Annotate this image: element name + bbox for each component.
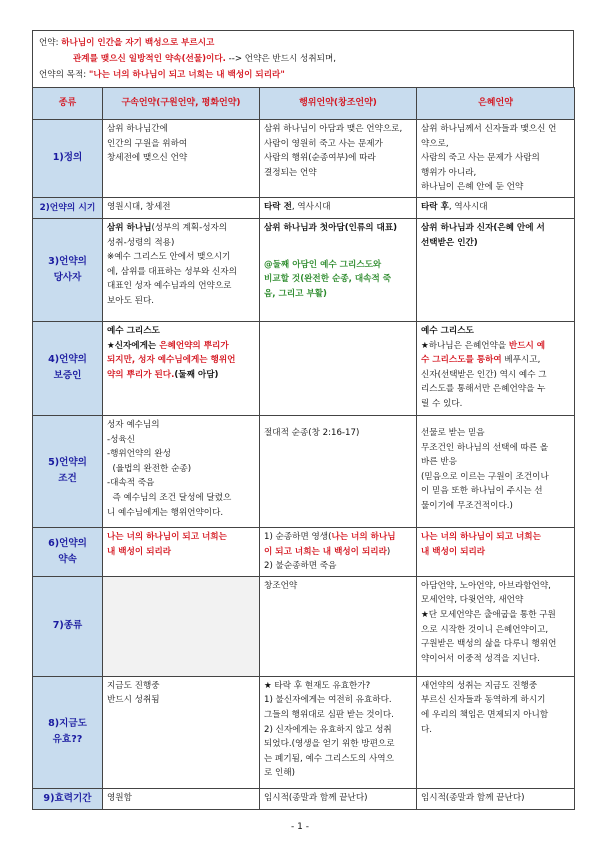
spacer bbox=[421, 418, 570, 426]
text-span: 베푸시고, bbox=[501, 355, 541, 366]
text-bold: 타락 후 bbox=[421, 201, 449, 212]
label-line: 5)언약의 bbox=[48, 457, 87, 469]
text-line: 니 예수님에게는 행위언약이다. bbox=[107, 507, 224, 518]
cell-r5-c3 bbox=[417, 415, 575, 527]
table-row bbox=[33, 218, 575, 321]
cell-r6-c1 bbox=[103, 527, 260, 576]
text-line: 내 백성이 되리라 bbox=[421, 546, 486, 557]
text-line: 나는 너의 하나님이 되고 너희는 bbox=[107, 531, 227, 542]
cell-r1-c1 bbox=[103, 120, 260, 198]
text-line bbox=[107, 221, 255, 236]
text-line: 되었다.(영생을 얻기 위한 방편으로 bbox=[264, 739, 395, 750]
text-line: ★단 모세언약은 출애굽을 통한 구원 bbox=[421, 609, 556, 620]
text-line: ★ 타락 후 현재도 유효한가? bbox=[264, 680, 371, 691]
text-bold: 삼위 하나님 bbox=[107, 222, 152, 233]
text-red: 나는 너의 하나님 bbox=[331, 531, 396, 542]
text-line: 구원받은 백성의 삶을 다루니 행위언 bbox=[421, 639, 557, 650]
cell-r7-c3 bbox=[417, 576, 575, 676]
table-row bbox=[33, 197, 575, 218]
text-span: (성부의 계획-성자의 bbox=[151, 222, 228, 233]
text-line: 는 폐기됨, 예수 그리스도의 사역으 bbox=[264, 753, 394, 764]
text-line: 성취-성령의 적용) bbox=[107, 237, 175, 248]
text-line: 로 인해) bbox=[264, 768, 295, 779]
cell-r9-c1: 영원함 bbox=[103, 788, 260, 809]
text-line: 성자 예수님의 bbox=[107, 419, 160, 430]
cell-r3-c3 bbox=[417, 218, 575, 321]
text-span: , 역사시대 bbox=[291, 201, 331, 212]
text-line: 창세전에 맺으신 언약 bbox=[107, 153, 188, 164]
text-line: 약으로, bbox=[421, 138, 449, 149]
table-row bbox=[33, 788, 575, 809]
text-span: ★하나님은 은혜언약을 bbox=[421, 340, 509, 351]
intro-box bbox=[32, 30, 574, 87]
text-line: 보아도 된다. bbox=[107, 295, 154, 306]
text-line: -대속적 죽음 bbox=[107, 478, 155, 489]
text-red: 은혜언약의 뿌리가 bbox=[159, 340, 229, 351]
text-line: 2) 불순종하면 죽음 bbox=[264, 561, 337, 572]
label-line: 약속 bbox=[58, 553, 77, 565]
text-line: 모세언약, 다윗언약, 새언약 bbox=[421, 595, 524, 606]
text-line: 다. bbox=[421, 724, 433, 735]
cell-r1-c3 bbox=[417, 120, 575, 198]
text-line: 선물로 받는 믿음 bbox=[421, 427, 485, 438]
cell-r8-c2 bbox=[260, 676, 417, 788]
text-red: 반드시 예 bbox=[508, 340, 546, 351]
text-line: 음, 그리고 부활) bbox=[264, 288, 327, 299]
text-line: 부르신 신자들과 동역하게 하시기 bbox=[421, 695, 546, 706]
table-row bbox=[33, 415, 575, 527]
text-line: 나는 너의 하나님이 되고 너희는 bbox=[421, 531, 541, 542]
table-row bbox=[33, 527, 575, 576]
header-type: 종류 bbox=[33, 88, 103, 120]
table-row bbox=[33, 120, 575, 198]
text-line: 삼위 하나님간에 bbox=[107, 124, 168, 134]
text-line: 즉 예수님의 조건 달성에 달렸으 bbox=[107, 492, 232, 503]
cell-r4-c3 bbox=[417, 321, 575, 415]
text-bold: ★신자에게는 bbox=[107, 340, 160, 351]
label-line: 당사자 bbox=[53, 271, 82, 283]
text-line: 비교할 것(완전한 순종, 대속적 죽 bbox=[264, 274, 392, 285]
row-label-promise bbox=[33, 527, 103, 576]
text-line: 2) 신자에게는 유효하지 않고 성취 bbox=[264, 724, 392, 735]
cell-r2-c2 bbox=[260, 197, 417, 218]
cell-r6-c2 bbox=[260, 527, 417, 576]
text-bold: (둘째 아담) bbox=[174, 369, 219, 380]
text-line: 내 백성이 되리라 bbox=[107, 546, 172, 557]
label-line: 유효?? bbox=[52, 734, 83, 746]
text-line: (율법의 완전한 순종) bbox=[107, 463, 192, 474]
text-line: 선택받은 인간) bbox=[421, 237, 478, 248]
text-line: 약이어서 이중적 성격을 지닌다. bbox=[421, 653, 540, 664]
text-line: 물이기에 무조건적이다.) bbox=[421, 500, 513, 511]
intro-line-3 bbox=[39, 67, 567, 83]
text-line: 반드시 성취됨 bbox=[107, 695, 160, 706]
text-line: 대표인 성자 예수님과의 언약으로 bbox=[107, 281, 232, 292]
text-line: 사람의 죽고 사는 문제가 사람의 bbox=[421, 153, 540, 164]
text-line: 지금도 진행중 bbox=[107, 680, 160, 691]
covenant-label: 언약: bbox=[39, 38, 62, 48]
intro-line-1 bbox=[39, 35, 567, 51]
cell-r5-c1 bbox=[103, 415, 260, 527]
text-line: 인간의 구원을 위하여 bbox=[107, 138, 188, 149]
text-line: 1) 불신자에게는 여전히 유효하다. bbox=[264, 695, 392, 706]
text-line: 하나님이 은혜 안에 둔 언약 bbox=[421, 182, 524, 193]
label-line: 3)언약의 bbox=[48, 255, 87, 267]
row-label-duration: 9)효력기간 bbox=[33, 788, 103, 809]
row-label-guarantor bbox=[33, 321, 103, 415]
row-label-period: 2)언약의 시기 bbox=[33, 197, 103, 218]
covenant-definition-1: 하나님이 인간을 자기 백성으로 부르시고 bbox=[61, 38, 215, 48]
text-span: ) bbox=[386, 546, 391, 557]
text-red: 수 그리스도를 통하여 bbox=[421, 355, 502, 366]
label-line: 조건 bbox=[58, 473, 77, 485]
covenant-purpose-text: "나는 너의 하나님이 되고 너희는 내 백성이 되리라" bbox=[88, 70, 285, 80]
text-line: 아담언약, 노아언약, 아브라함언약, bbox=[421, 580, 551, 591]
text-line: @둘째 아담인 예수 그리스도와 bbox=[264, 259, 382, 270]
cell-r2-c1: 영원시대, 창세전 bbox=[103, 197, 260, 218]
text-line: 리스도를 통해서만 은혜언약을 누 bbox=[421, 384, 546, 395]
label-line: 6)언약의 bbox=[48, 537, 87, 549]
header-works: 행위언약(창조언약) bbox=[260, 88, 417, 120]
page-number: - 1 - bbox=[291, 822, 309, 832]
text-line: 행위가 아니라, bbox=[421, 167, 477, 178]
text-line: 삼위 하나님께서 신자들과 맺으신 언 bbox=[421, 124, 557, 134]
text-line: 결정되는 언약 bbox=[264, 167, 317, 178]
cell-r3-c2 bbox=[260, 218, 417, 321]
text-red: 이 되고 너희는 내 백성이 되리라 bbox=[264, 546, 387, 557]
text-line: 삼위 하나님이 아담과 맺은 언약으로, bbox=[264, 124, 403, 134]
row-label-still-valid bbox=[33, 676, 103, 788]
text-span: 1) 순종하면 영생( bbox=[264, 531, 332, 542]
text-line: 에, 삼위를 대표하는 성부와 신자의 bbox=[107, 266, 237, 277]
spacer bbox=[264, 236, 412, 258]
cell-r7-c2: 창조언약 bbox=[260, 576, 417, 676]
cell-r3-c1 bbox=[103, 218, 260, 321]
intro-line-2 bbox=[39, 51, 567, 67]
text-line: 바른 반응 bbox=[421, 457, 457, 468]
row-label-condition bbox=[33, 415, 103, 527]
cell-r4-c2 bbox=[260, 321, 417, 415]
row-label-parties bbox=[33, 218, 103, 321]
text-line: 에 우리의 책임은 면제되지 아니함 bbox=[421, 709, 549, 720]
text-line: -행위언약의 완성 bbox=[107, 449, 171, 460]
text-line: 되지만, 성자 예수님에게는 행위언 bbox=[107, 355, 236, 366]
text-line: 사람의 행위(순종여부)에 따라 bbox=[264, 153, 376, 164]
cell-r8-c3 bbox=[417, 676, 575, 788]
spacer bbox=[264, 418, 412, 426]
text-bold: 타락 전 bbox=[264, 201, 292, 212]
document-page bbox=[32, 30, 574, 810]
cell-r6-c3 bbox=[417, 527, 575, 576]
text-line bbox=[264, 545, 412, 560]
text-line: (믿음으로 이르는 구원이 조건이나 bbox=[421, 471, 549, 482]
text-line bbox=[107, 339, 255, 354]
text-line bbox=[421, 353, 570, 368]
text-line bbox=[107, 368, 255, 383]
text-line: 예수 그리스도 bbox=[421, 325, 474, 336]
cell-r2-c3 bbox=[417, 197, 575, 218]
header-grace: 은혜언약 bbox=[417, 88, 575, 120]
cell-r5-c2 bbox=[260, 415, 417, 527]
cell-r8-c1 bbox=[103, 676, 260, 788]
text-line bbox=[421, 339, 570, 354]
text-line: 절대적 순종(창 2:16-17) bbox=[264, 427, 360, 438]
cell-r9-c3: 임시적(종말과 함께 끝난다) bbox=[417, 788, 575, 809]
covenant-table bbox=[32, 87, 575, 810]
text-line: 그들의 행위대로 심판 받는 것이다. bbox=[264, 709, 394, 720]
table-row bbox=[33, 321, 575, 415]
covenant-fulfilled-note: --> 언약은 반드시 성취되며, bbox=[225, 54, 336, 64]
text-line: 릴 수 있다. bbox=[421, 398, 463, 409]
text-line: ※예수 그리스도 안에서 맺으시기 bbox=[107, 252, 231, 263]
text-line: 사람이 영원히 죽고 사는 문제가 bbox=[264, 138, 383, 149]
label-line: 4)언약의 bbox=[48, 354, 87, 366]
covenant-purpose-label: 언약의 목적: bbox=[39, 70, 89, 80]
text-span: , 역사시대 bbox=[448, 201, 488, 212]
label-line: 보증인 bbox=[53, 370, 82, 382]
text-line: 예수 그리스도 bbox=[107, 325, 160, 336]
text-line: 삼위 하나님과 첫아담(인류의 대표) bbox=[264, 222, 398, 233]
table-header-row bbox=[33, 88, 575, 120]
text-line: 신자(선택받은 인간) 역시 예수 그 bbox=[421, 369, 547, 380]
cell-r4-c1 bbox=[103, 321, 260, 415]
table-row bbox=[33, 676, 575, 788]
text-line: 새언약의 성취는 지금도 진행중 bbox=[421, 680, 538, 691]
cell-r9-c2: 임시적(종말과 함께 끝난다) bbox=[260, 788, 417, 809]
cell-r1-c2 bbox=[260, 120, 417, 198]
cell-r7-c1 bbox=[103, 576, 260, 676]
label-line: 8)지금도 bbox=[48, 718, 87, 730]
row-label-kinds: 7)종류 bbox=[33, 576, 103, 676]
header-redemption: 구속언약(구원언약, 평화언약) bbox=[103, 88, 260, 120]
text-line bbox=[264, 530, 412, 545]
text-line: 삼위 하나님과 신자(은혜 안에 서 bbox=[421, 222, 545, 233]
row-label-definition: 1)정의 bbox=[33, 120, 103, 198]
text-line: 으로 시작한 것이니 은혜언약이고, bbox=[421, 624, 549, 635]
covenant-definition-2: 관계를 맺으신 일방적인 약속(선물)이다. bbox=[73, 54, 226, 64]
text-red: 약의 뿌리가 된다. bbox=[107, 369, 175, 380]
text-line: -성육신 bbox=[107, 434, 136, 445]
text-line: 무조건인 하나님의 선택에 따른 올 bbox=[421, 442, 549, 453]
text-line: 이 믿음 또한 하나님이 주시는 선 bbox=[421, 486, 543, 497]
table-row bbox=[33, 576, 575, 676]
